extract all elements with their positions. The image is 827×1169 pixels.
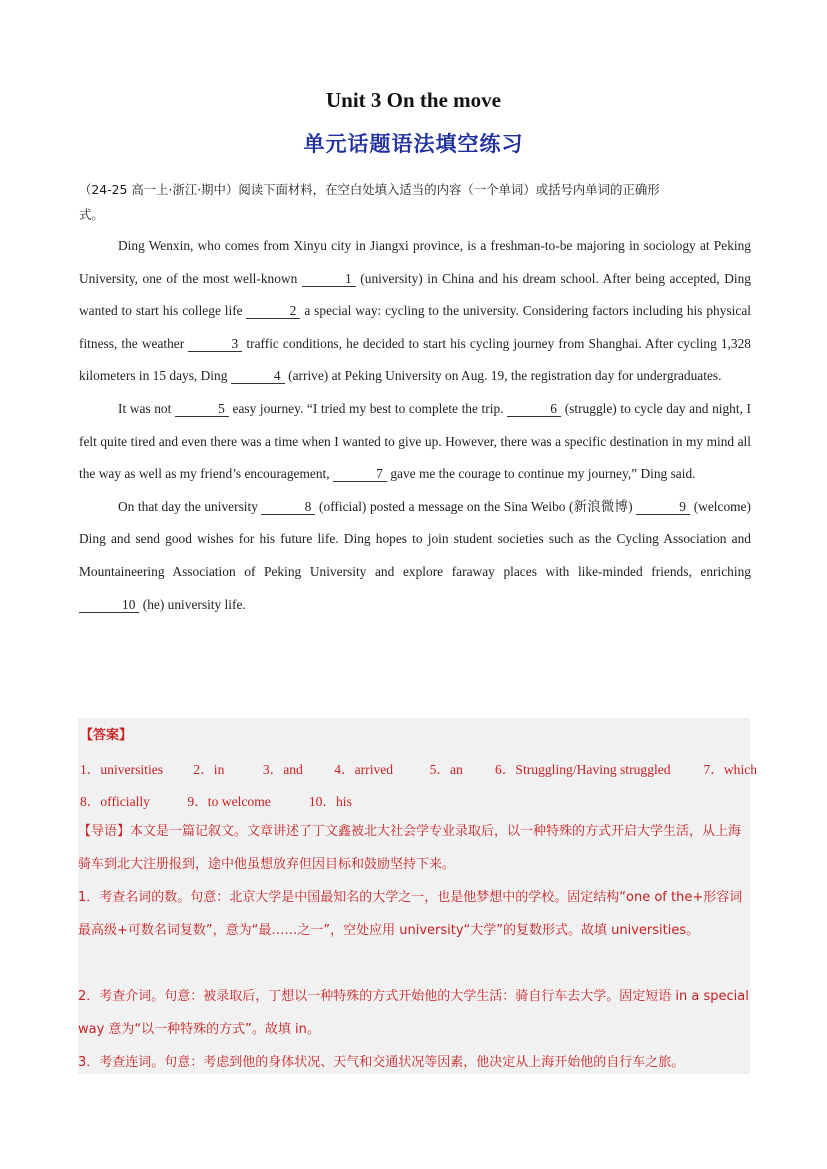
instruction	[79, 173, 751, 224]
answer-item: 9．to welcome	[187, 794, 271, 809]
answer-item: 6．Struggling/Having struggled	[495, 762, 671, 777]
guide-text: 【导语】本文是一篇记叙文。文章讲述了丁文鑫被北大社会学专业录取后，以一种特殊的方式开启大学生活，从上海骑车到北大注册报到，途中他虽想放弃但因目标和鼓励坚持下来。	[78, 824, 742, 872]
text: (arrive) at Peking University on Aug. 19, the registration day for undergraduates.	[288, 368, 722, 384]
blank-2: 2	[246, 303, 300, 319]
explanation-2: 2．考查介词。句意：被录取后，丁想以一种特殊的方式开始他的大学生活：骑自行车去大学。固定短语 in a special way 意为“以一种特殊的方式”。故填 in。	[78, 989, 749, 1037]
paragraph-3	[79, 491, 751, 621]
text: (he) university life.	[142, 596, 246, 612]
instruction-line-1: （24-25 高一上·浙江·期中）阅读下面材料，在空白处填入适当的内容（一个单词）或括号内单词的正确形	[79, 182, 660, 197]
blank-9: 9	[636, 499, 690, 515]
answer-section	[78, 718, 758, 1074]
page-title: Unit 3 On the move	[326, 88, 501, 112]
answer-item: 2．in	[193, 762, 225, 777]
text: On that day the university	[118, 498, 258, 514]
answer-item: 8．officially	[80, 794, 150, 809]
instruction-line-2: 式。	[79, 207, 104, 222]
answer-row-2	[80, 790, 352, 810]
answer-item: 3．and	[262, 762, 303, 777]
blank-8: 8	[261, 499, 315, 515]
blank-4: 4	[231, 368, 285, 384]
answer-item: 5．an	[429, 762, 463, 777]
blank-10: 10	[79, 597, 139, 613]
blank-1: 1	[302, 271, 356, 287]
blank-5: 5	[175, 401, 229, 417]
blank-6: 6	[507, 401, 561, 417]
text: (official) posted a message on the Sina Weibo (新浪微博)	[319, 498, 633, 514]
explanation-1: 1．考查名词的数。句意：北京大学是中国最知名的大学之一，也是他梦想中的学校。固定结构“one of the+形容词最高级+可数名词复数”，意为“最……之一”，空处应用 university“大学”的复数形式。故填 universities。	[78, 890, 743, 938]
text: Ding Wenxin, who comes from Xinyu city in Jiangxi province, is a freshman-to-be majoring in sociology at Peking University, one of the most well-known	[79, 238, 751, 286]
reading-passage	[79, 230, 751, 621]
answer-row-1	[80, 758, 757, 778]
answer-item: 7．which	[703, 762, 758, 777]
page-subtitle: 单元话题语法填空练习	[303, 132, 524, 156]
blank-7: 7	[333, 466, 387, 482]
text: (struggle) to cycle day and night, I felt quite tired and even there was a time when I wanted to give up. However, there was a specific destination in my mind all the way as well as my friend’s encouragement,	[79, 400, 751, 482]
text: (welcome) Ding and send good wishes for his future life. Ding hopes to join student societies such as the Cycling Association and Mountaineering Association of Peking University and explore faraway places with like-minded friends, enriching	[79, 498, 751, 579]
answer-item: 10．his	[308, 794, 352, 809]
text: It was not	[118, 400, 172, 416]
text: (university) in China and his dream school. After being accepted, Ding wanted to start his college life	[79, 270, 751, 319]
text: traffic conditions, he decided to start his cycling journey from Shanghai. After cycling 1,328 kilometers in 15 days, Ding	[79, 335, 751, 384]
paragraph-2	[79, 393, 751, 491]
text: gave me the courage to continue my journey,” Ding said.	[390, 466, 696, 482]
text: a special way: cycling to the university. Considering factors including his physical fitness, the weather	[79, 303, 751, 351]
text: easy journey. “I tried my best to complete the trip.	[232, 400, 504, 416]
answer-item: 1．universities	[80, 762, 164, 777]
answer-item: 4．arrived	[334, 762, 394, 777]
explanation-3: 3．考查连词。句意：考虑到他的身体状况、天气和交通状况等因素，他决定从上海开始他的自行车之旅。	[78, 1055, 685, 1070]
paragraph-1	[79, 230, 751, 393]
answer-heading: 【答案】	[80, 728, 133, 743]
blank-3: 3	[188, 336, 242, 352]
